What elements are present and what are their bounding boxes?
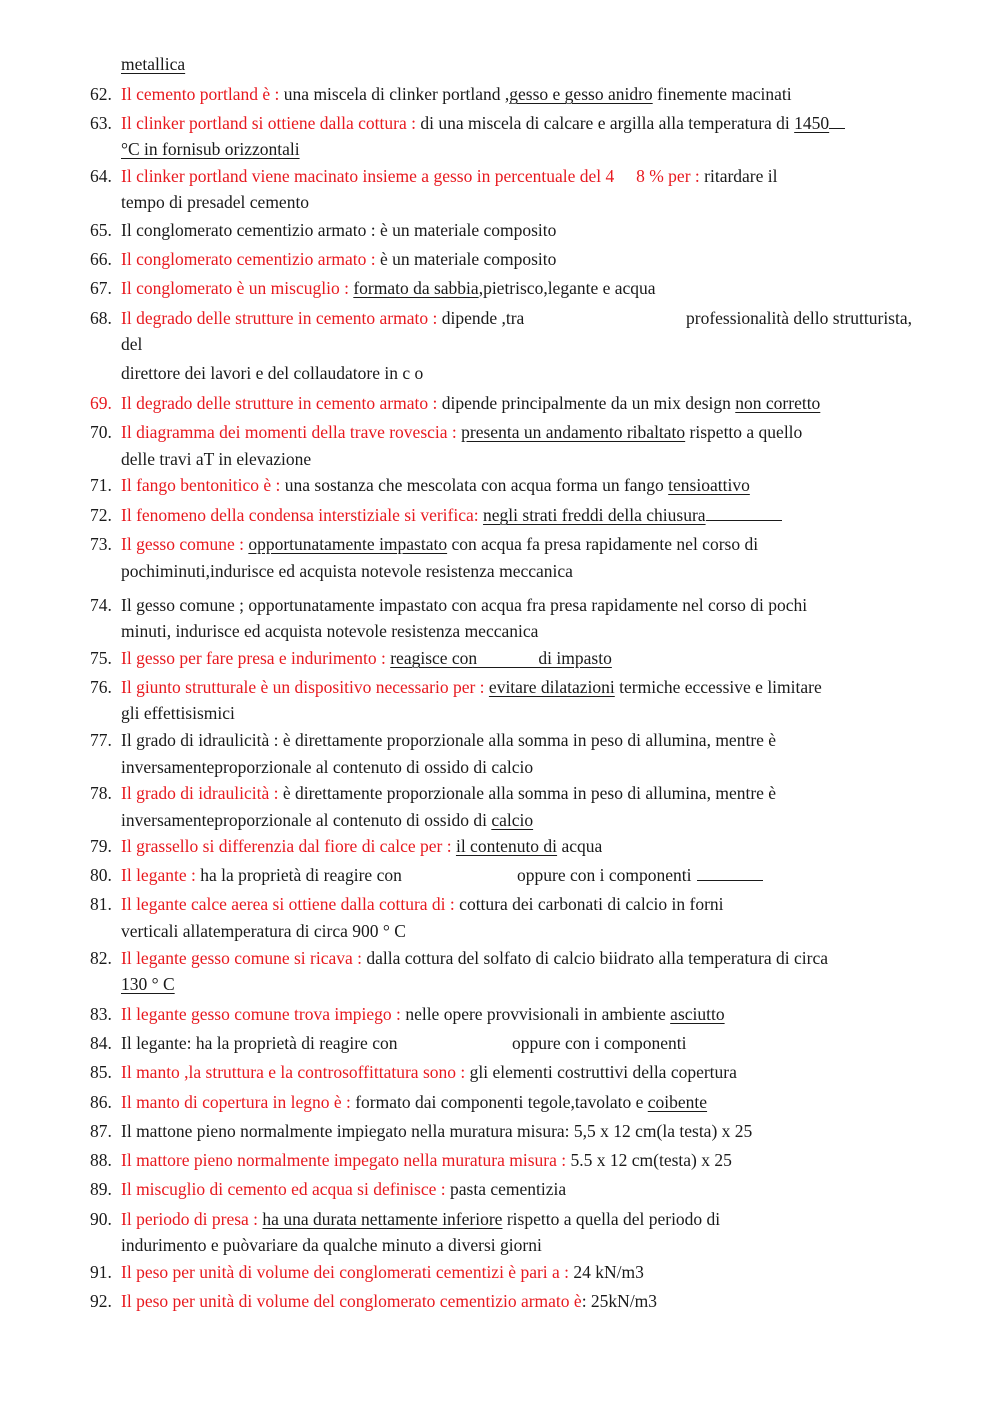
underlined-answer: negli strati freddi della chiusura (483, 505, 706, 525)
answer-text: dipende ,tra (441, 308, 525, 328)
blank-line (829, 114, 845, 129)
answer-text: ritardare il (704, 166, 778, 186)
underlined-answer: reagisce con di impasto (390, 648, 612, 668)
answer-text: Il conglomerato cementizio armato : è un materiale composito (121, 220, 557, 240)
answer-text: dalla cottura del solfato di calcio biidrato alla temperatura di circa (366, 948, 829, 968)
continuation-text: tempo di presadel cemento (121, 192, 310, 212)
answer-text: Il gesso comune ; opportunatamente impastato con acqua fra presa rapidamente nel corso di pochi (121, 595, 808, 615)
answer-text: Il mattone pieno normalmente impiegato nella muratura misura: 5,5 x 12 cm(la testa) x 25 (121, 1121, 753, 1141)
item-number: 80. (90, 865, 112, 885)
item-number: 89. (90, 1179, 112, 1199)
item-number: 71. (90, 475, 112, 495)
continuation-text: inversamenteproporzionale al contenuto di ossido di calcio (121, 757, 534, 777)
answer-text: nelle opere provvisionali in ambiente (405, 1004, 671, 1024)
question-text: Il miscuglio di cemento ed acqua si definisce : (121, 1179, 450, 1199)
question-text: Il conglomerato cementizio armato : (121, 249, 380, 269)
question-text: Il mattore pieno normalmente impegato nella muratura misura : (121, 1150, 571, 1170)
question-text: Il grassello si differenzia dal fiore di calce per : (121, 836, 456, 856)
question-text: Il legante gesso comune si ricava : (121, 948, 367, 968)
question-text: Il degrado delle strutture in cemento armato : (121, 308, 442, 328)
question-text: Il grado di idraulicità : (121, 783, 283, 803)
answer-text: è un materiale composito (380, 249, 557, 269)
continuation-text: gli effettisismici (121, 703, 235, 723)
question-text: Il legante calce aerea si ottiene dalla cottura di : (121, 894, 460, 914)
continuation-text: pochiminuti,indurisce ed acquista notevole resistenza meccanica (121, 561, 573, 581)
item-number: 64. (90, 166, 112, 186)
answer-text: : 25kN/m3 (581, 1291, 658, 1311)
question-text: Il manto di copertura in legno è : (121, 1092, 356, 1112)
continuation-text: delle travi aT in elevazione (121, 449, 312, 469)
answer-text: 24 kN/m3 (573, 1262, 644, 1282)
item-number: 79. (90, 836, 112, 856)
continuation-text: del (121, 334, 143, 354)
underlined-answer: presenta un andamento ribaltato (461, 422, 686, 442)
blank-line (697, 866, 763, 881)
answer-text: rispetto a quella del periodo di (502, 1209, 721, 1229)
answer-text: dipende principalmente da un mix design (441, 393, 736, 413)
continuation-text: direttore dei lavori e del collaudatore in c o (121, 363, 424, 383)
answer-text: cottura dei carbonati di calcio in forni (459, 894, 724, 914)
answer-text: di una miscela di calcare e argilla alla temperatura di (420, 113, 795, 133)
answer-text: è direttamente proporzionale alla somma in peso di allumina, mentre è (282, 783, 777, 803)
item-number: 67. (90, 278, 112, 298)
answer-text: con acqua fa presa rapidamente nel corso di (447, 534, 759, 554)
underlined-answer: calcio (491, 810, 534, 830)
underlined-answer: 1450 (794, 113, 830, 133)
underlined-answer: evitare dilatazioni (488, 677, 615, 697)
item-number: 63. (90, 113, 112, 133)
underlined-answer: formato da sabbia (353, 278, 479, 298)
underlined-answer: 130 ° C (121, 974, 175, 994)
underlined-answer: non corretto (735, 393, 821, 413)
continuation-text: indurimento e puòvariare da qualche minuto a diversi giorni (121, 1235, 542, 1255)
underlined-answer: opportunatamente impastato (248, 534, 448, 554)
item-number: 85. (90, 1062, 112, 1082)
item-number: 92. (90, 1291, 112, 1311)
question-text: Il legante gesso comune trova impiego : (121, 1004, 406, 1024)
continuation-text: minuti, indurisce ed acquista notevole resistenza meccanica (121, 621, 539, 641)
question-text: Il clinker portland viene macinato insieme a gesso in percentuale del 4 8 % per : (121, 166, 705, 186)
answer-text: pasta cementizia (450, 1179, 567, 1199)
question-text: Il manto ,la struttura e la controsoffittatura sono : (121, 1062, 470, 1082)
question-text: Il conglomerato è un miscuglio : (121, 278, 354, 298)
item-number: 76. (90, 677, 112, 697)
item-number: 81. (90, 894, 112, 914)
question-text: Il fango bentonitico è : (121, 475, 285, 495)
answer-text: rispetto a quello (685, 422, 803, 442)
answer-text: una miscela di clinker portland , (283, 84, 510, 104)
question-text: Il gesso comune : (121, 534, 249, 554)
question-text: Il fenomeno della condensa interstiziale si verifica: (121, 505, 484, 525)
question-text: Il peso per unità di volume dei conglomerati cementizi è pari a : (121, 1262, 574, 1282)
question-text: Il gesso per fare presa e indurimento : (121, 648, 391, 668)
question-text: Il periodo di presa : (121, 1209, 263, 1229)
item-number: 62. (90, 84, 112, 104)
item-number: 90. (90, 1209, 112, 1229)
question-text: Il clinker portland si ottiene dalla cottura : (121, 113, 421, 133)
item-number: 69. (90, 393, 112, 413)
continuation-text: verticali allatemperatura di circa 900 ° C (121, 921, 406, 941)
answer-text: oppure con i componenti (512, 1033, 687, 1053)
answer-text: Il grado di idraulicità : è direttamente proporzionale alla somma in peso di allumina, mentre è (121, 730, 777, 750)
item-number: 73. (90, 534, 112, 554)
item-number: 82. (90, 948, 112, 968)
answer-text: acqua (557, 836, 603, 856)
item-number: 68. (90, 308, 112, 328)
underlined-answer: tensioattivo (668, 475, 750, 495)
question-text: Il cemento portland è : (121, 84, 284, 104)
question-text: Il diagramma dei momenti della trave rovescia : (121, 422, 462, 442)
item-number: 88. (90, 1150, 112, 1170)
item-number: 77. (90, 730, 112, 750)
answer-text: una sostanza che mescolata con acqua forma un fango (284, 475, 669, 495)
item-number: 74. (90, 595, 112, 615)
underlined-answer: asciutto (670, 1004, 725, 1024)
item-number: 75. (90, 648, 112, 668)
answer-text: formato dai componenti tegole,tavolato e (355, 1092, 648, 1112)
continuation-text: °C in fornisub orizzontali (121, 139, 300, 159)
item-number: 87. (90, 1121, 112, 1141)
answer-text: 5.5 x 12 cm(testa) x 25 (570, 1150, 732, 1170)
answer-text: Il legante: ha la proprietà di reagire con (121, 1033, 398, 1053)
item-number: 86. (90, 1092, 112, 1112)
item-number: 84. (90, 1033, 112, 1053)
answer-text: gli elementi costruttivi della copertura (469, 1062, 737, 1082)
answer-text: oppure con i componenti (517, 865, 692, 885)
answer-text: ,pietrisco,legante e acqua (478, 278, 656, 298)
item-number: 65. (90, 220, 112, 240)
answer-text: finemente macinati (652, 84, 792, 104)
item-number: 66. (90, 249, 112, 269)
question-text: Il degrado delle strutture in cemento armato : (121, 393, 442, 413)
continuation-text: inversamenteproporzionale al contenuto di ossido di (121, 810, 492, 830)
item-number: 70. (90, 422, 112, 442)
question-text: Il peso per unità di volume del conglomerato cementizio armato è (121, 1291, 582, 1311)
question-text: Il legante : (121, 865, 201, 885)
answer-text: termiche eccessive e limitare (614, 677, 822, 697)
underlined-answer: il contenuto di (455, 836, 558, 856)
question-text: Il giunto strutturale è un dispositivo necessario per : (121, 677, 489, 697)
answer-text: professionalità dello strutturista, (686, 308, 912, 328)
item-number: 72. (90, 505, 112, 525)
underlined-answer: gesso e gesso anidro (509, 84, 653, 104)
continuation-text: metallica (121, 54, 186, 74)
underlined-answer: ha una durata nettamente inferiore (262, 1209, 503, 1229)
item-number: 91. (90, 1262, 112, 1282)
item-number: 83. (90, 1004, 112, 1024)
underlined-answer: coibente (647, 1092, 708, 1112)
item-number: 78. (90, 783, 112, 803)
blank-line (706, 506, 782, 521)
answer-text: ha la proprietà di reagire con (200, 865, 402, 885)
